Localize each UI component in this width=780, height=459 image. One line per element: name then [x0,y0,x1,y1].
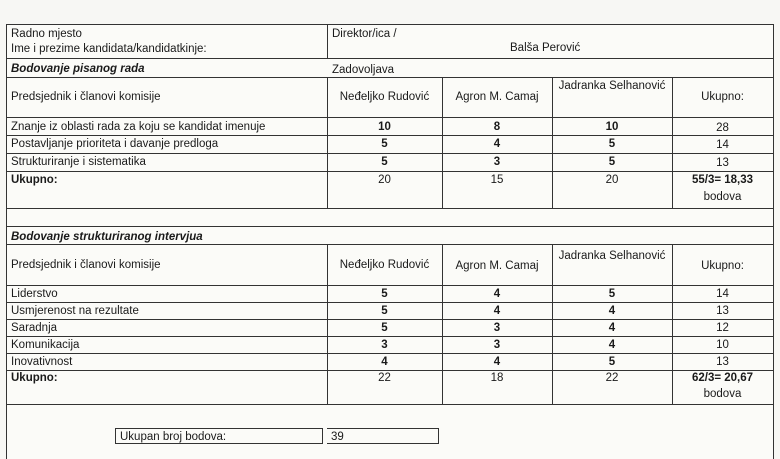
table-cell-score: 5 [608,356,616,368]
table-cell-total: 28 [716,122,729,134]
intervju-sum: 22 [378,372,391,384]
table-row-criterion: Liderstvo [11,288,58,300]
table-cell-score: 5 [381,138,388,150]
pisani-sum: 20 [605,174,619,186]
rule [7,285,773,286]
table-cell-score: 4 [608,305,616,317]
table-cell-score: 5 [381,322,388,334]
table-cell-score: 5 [608,138,616,150]
radno-mjesto-label: Radno mjesto [11,28,82,40]
table-cell-score: 10 [378,121,391,133]
rule [7,226,773,227]
summary-value: 39 [327,428,439,444]
table-row-criterion: Strukturiranje i sistematika [11,156,146,168]
table-cell-total: 14 [716,139,729,151]
table-cell-score: 5 [381,156,388,168]
intervju-title: Bodovanje strukturiranog intervjua [11,231,203,243]
table-cell-score: 4 [381,356,388,368]
table-cell-score: 4 [493,138,501,150]
intervju-sum-label: Ukupno: [11,372,58,384]
rule [552,244,553,404]
rule [672,77,673,208]
intervju-committee-label: Predsjednik i članovi komisije [11,259,161,271]
intervju-member-1: Neđeljko Rudović [339,259,430,271]
pisani-sum: 15 [490,174,504,186]
table-cell-score: 5 [608,156,616,168]
table-cell-score: 5 [381,305,388,317]
table-cell-total: 14 [716,288,729,300]
rule [442,244,443,404]
intervju-final-unit: bodova [703,388,742,400]
table-cell-total: 12 [716,322,729,334]
table-cell-total: 10 [716,339,729,351]
rule [442,77,443,208]
table-cell-score: 5 [608,288,616,300]
table-cell-total: 13 [716,305,729,317]
ime-label: Ime i prezime kandidata/kandidatkinje: [11,43,207,55]
rule [327,24,328,58]
table-cell-score: 5 [381,288,388,300]
intervju-member-2: Agron M. Camaj [455,260,539,272]
table-cell-total: 13 [716,356,729,368]
table-row-criterion: Komunikacija [11,339,80,351]
rule [327,244,328,404]
rule [7,153,773,154]
pisani-status: Zadovoljava [332,64,395,76]
rule [552,77,553,208]
intervju-total-label: Ukupno: [701,260,744,272]
pisani-total-label: Ukupno: [701,91,744,103]
rule [327,77,328,208]
table-row-criterion: Usmjerenost na rezultate [11,305,139,317]
table-row-criterion: Inovativnost [11,356,73,368]
pisani-sum-label: Ukupno: [11,174,58,186]
rule [7,135,773,136]
table-cell-score: 3 [493,156,501,168]
table-cell-score: 3 [493,322,501,334]
pisani-committee-label: Predsjednik i članovi komisije [11,91,161,103]
rule [7,117,773,118]
table-cell-score: 3 [493,339,501,351]
rule [7,24,773,25]
pisani-member-1: Neđeljko Rudović [339,91,430,103]
rule [7,77,773,78]
table-cell-score: 4 [608,322,616,334]
rule [7,244,773,245]
table-row-criterion: Postavljanje prioriteta i davanje predloga [11,138,219,150]
intervju-sum: 18 [490,372,504,384]
rule [7,302,773,303]
pisani-member-2: Agron M. Camaj [455,91,539,103]
intervju-member-3: Jadranka Selhanović [558,250,666,262]
rule [7,319,773,320]
table-cell-score: 8 [493,121,501,133]
table-cell-score: 4 [493,356,501,368]
table-cell-score: 10 [605,121,619,133]
table-cell-score: 4 [608,339,616,351]
table-cell-score: 4 [493,288,501,300]
pisani-final-unit: bodova [703,191,742,203]
pisani-final: 55/3= 18,33 [691,174,754,186]
table-cell-score: 4 [493,305,501,317]
rule [7,171,773,172]
summary-label: Ukupan broj bodova: [115,428,323,444]
intervju-final: 62/3= 20,67 [691,372,754,384]
radno-mjesto-value: Direktor/ica / [332,28,397,40]
rule [7,58,773,59]
table-cell-total: 13 [716,157,729,169]
pisani-sum: 20 [378,174,391,186]
evaluation-form [6,24,774,459]
pisani-member-3: Jadranka Selhanović [558,80,666,92]
rule [7,404,773,405]
intervju-sum: 22 [605,372,619,384]
table-row-criterion: Saradnja [11,322,58,334]
rule [7,208,773,209]
table-row-criterion: Znanje iz oblasti rada za koju se kandidat imenuje [11,121,266,133]
rule [7,353,773,354]
rule [7,336,773,337]
table-cell-score: 3 [381,339,388,351]
pisani-title: Bodovanje pisanog rada [11,63,145,75]
candidate-name: Balša Perović [510,42,581,54]
rule [672,244,673,404]
